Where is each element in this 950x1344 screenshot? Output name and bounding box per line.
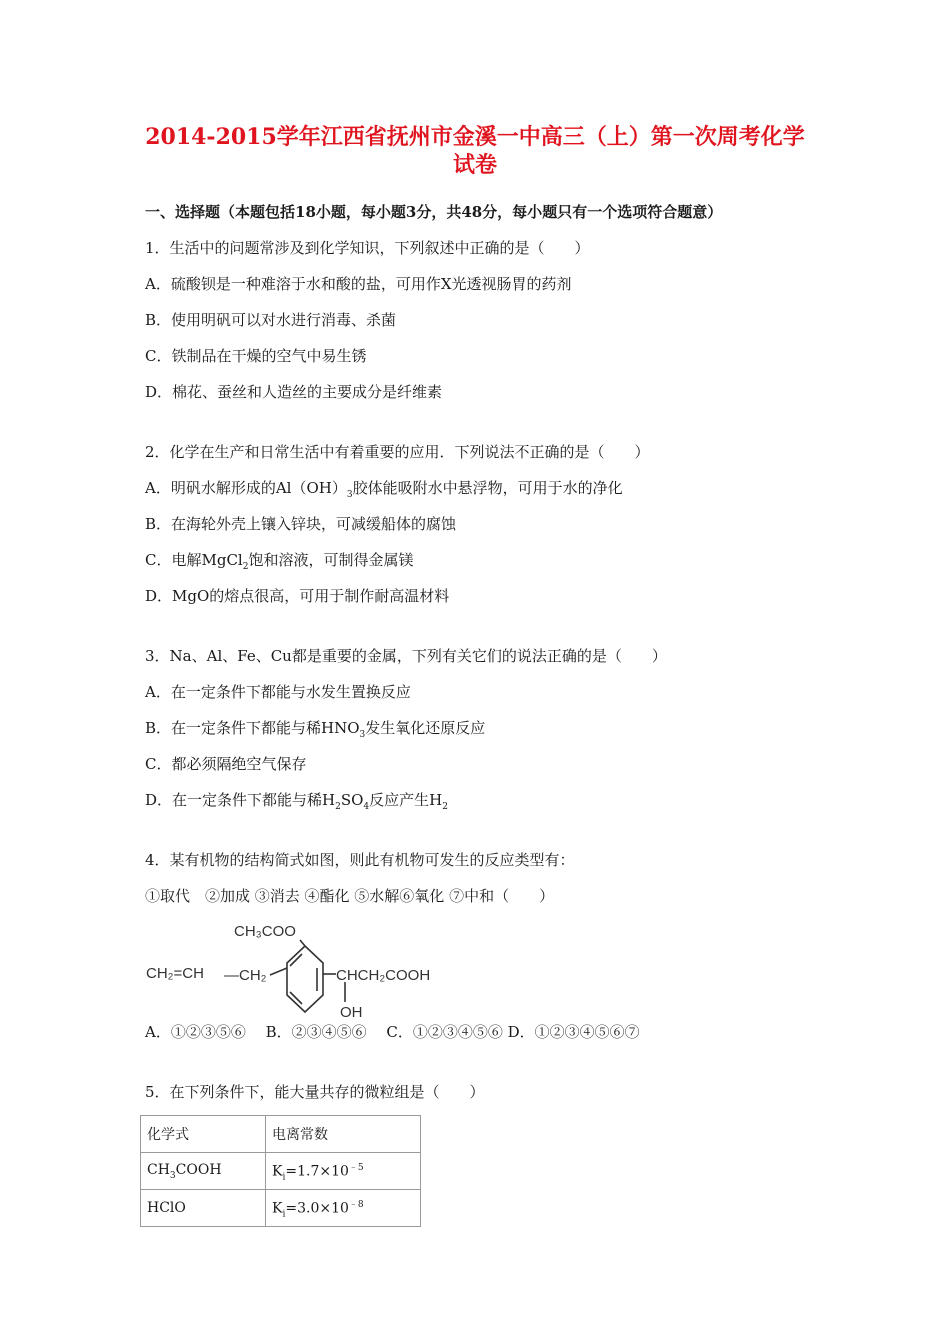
q2-option-d: D．MgO的熔点很高，可用于制作耐高温材料 bbox=[145, 587, 450, 605]
q4-answer-options: A．①②③⑤⑥ B．②③④⑤⑥ C．①②③④⑤⑥ D．①②③④⑤⑥⑦ bbox=[145, 1023, 640, 1041]
methylene-group-label: —CH₂ bbox=[224, 967, 267, 984]
hydroxyl-group-label: OH bbox=[340, 1004, 363, 1021]
section-heading: 一、选择题（本题包括18小题，每小题3分，共48分，每小题只有一个选项符合题意） bbox=[145, 203, 723, 221]
table-row bbox=[141, 1153, 421, 1190]
q4-stem: 4．某有机物的结构简式如图，则此有机物可发生的反应类型有： bbox=[145, 851, 575, 869]
benzene-ring bbox=[270, 940, 345, 1012]
side-chain-label: CHCH₂COOH bbox=[336, 967, 431, 984]
formula-cell: $CH_3COOH$ bbox=[141, 1153, 266, 1190]
table-header-row bbox=[141, 1116, 421, 1153]
acetyl-group-label: CH₃COO bbox=[234, 923, 296, 940]
q2-option-b: B．在海轮外壳上镶入锌块，可减缓船体的腐蚀 bbox=[145, 515, 457, 533]
formula-cell: HClO bbox=[141, 1190, 266, 1227]
q2-option-a: A．明矾水解形成的$Al(OH)_3$胶体能吸附水中悬浮物，可用于水的净化 bbox=[145, 479, 623, 500]
q1-stem: 1．生活中的问题常涉及到化学知识，下列叙述中正确的是（ ） bbox=[145, 239, 590, 257]
q1-option-d: D．棉花、蚕丝和人造丝的主要成分是纤维素 bbox=[145, 383, 443, 401]
q3-option-b: B．在一定条件下都能与稀$HNO_3$发生氧化还原反应 bbox=[145, 719, 486, 740]
header-ionization-constant: 电离常数 bbox=[266, 1116, 421, 1153]
exam-title-continued: 试卷 bbox=[452, 152, 497, 178]
constant-cell: $K_i=1.7\times 10^{﹣5}$ bbox=[266, 1153, 421, 1190]
table-row bbox=[141, 1190, 421, 1227]
q3-option-a: A．在一定条件下都能与水发生置换反应 bbox=[145, 683, 411, 701]
q3-stem: 3．Na、Al、Fe、Cu都是重要的金属，下列有关它们的说法正确的是（ ） bbox=[145, 647, 667, 665]
q2-option-c: C．电解MgCl$_2$饱和溶液，可制得金属镁 bbox=[145, 551, 414, 572]
constant-cell: $K_i=3.0\times 10^{﹣8}$ bbox=[266, 1190, 421, 1227]
header-formula: 化学式 bbox=[141, 1116, 266, 1153]
q2-stem: 2．化学在生产和日常生活中有着重要的应用．下列说法不正确的是（ ） bbox=[145, 443, 650, 461]
q1-option-b: B．使用明矾可以对水进行消毒、杀菌 bbox=[145, 311, 397, 329]
q4-reaction-types: ①取代 ②加成 ③消去 ④酯化 ⑤水解⑥氧化 ⑦中和（ ） bbox=[145, 887, 555, 905]
exam-title: 2014-2015学年江西省抚州市金溪一中高三（上）第一次周考化学 bbox=[145, 124, 805, 150]
q1-option-a: A．硫酸钡是一种难溶于水和酸的盐，可用作X光透视肠胃的药剂 bbox=[145, 275, 572, 293]
q5-stem: 5．在下列条件下，能大量共存的微粒组是（ ） bbox=[145, 1083, 485, 1101]
structural-formula-diagram bbox=[140, 918, 460, 1024]
q3-option-d: D．在一定条件下都能与稀$H_2SO_4$反应产生$H_2$ bbox=[145, 791, 448, 812]
q1-option-c: C．铁制品在干燥的空气中易生锈 bbox=[145, 347, 367, 365]
vinyl-group-label: CH₂=CH bbox=[146, 965, 204, 982]
q3-option-c: C．都必须隔绝空气保存 bbox=[145, 755, 307, 773]
ionization-constant-table bbox=[140, 1115, 421, 1227]
